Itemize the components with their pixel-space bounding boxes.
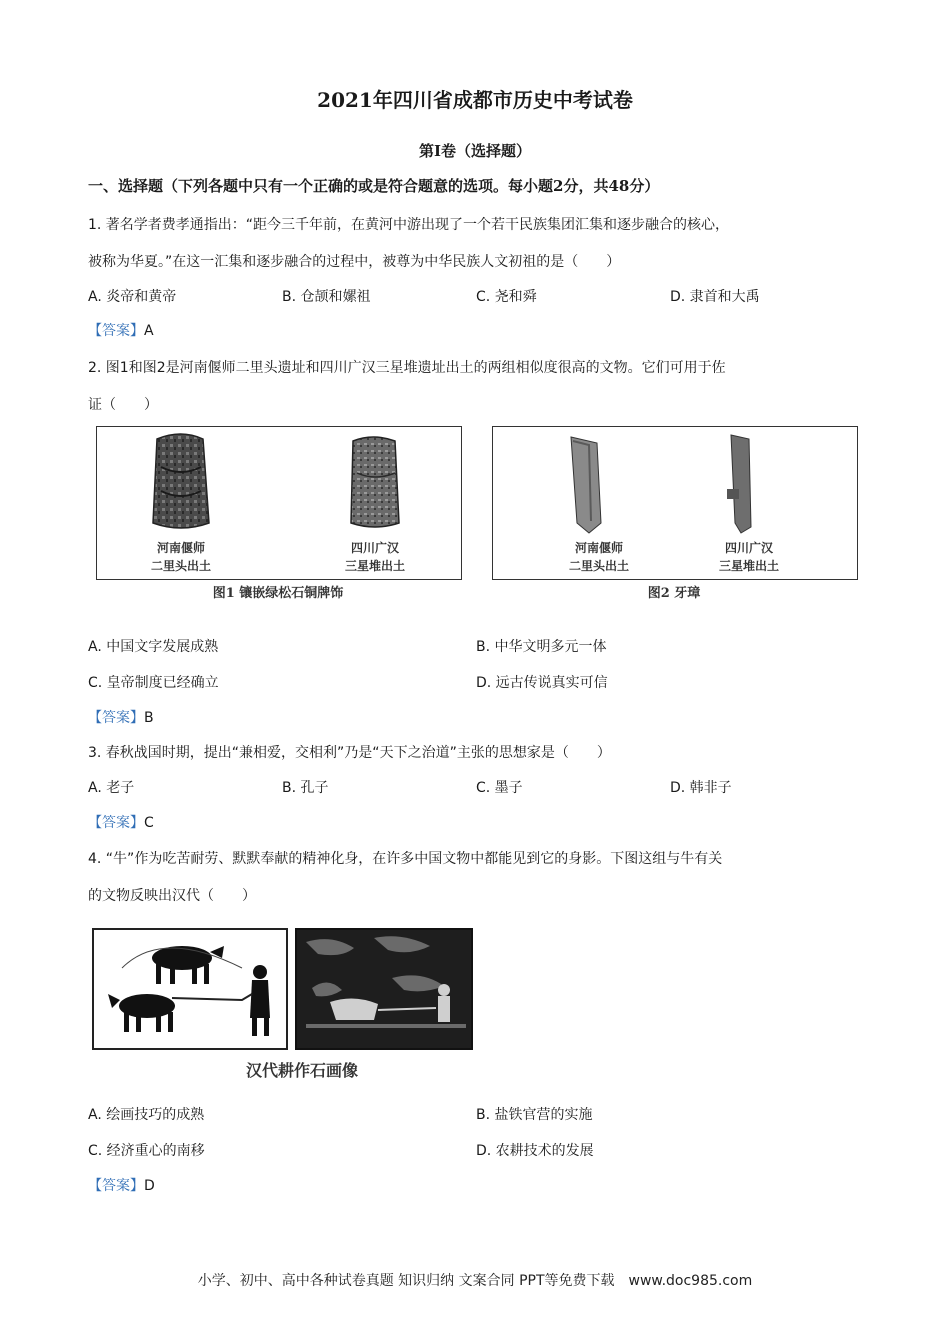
question-3-option-a: A. 老子 <box>88 780 135 796</box>
figure-4-caption: 汉代耕作石画像 <box>245 1061 358 1080</box>
page-footer: 小学、初中、高中各种试卷真题 知识归纳 文案合同 PPT等免费下载 www.doc985.com <box>197 1273 753 1289</box>
answer-value: B <box>144 710 154 726</box>
question-2-option-d: D. 远古传说真实可信 <box>476 675 608 691</box>
exam-title: 2021年四川省成都市历史中考试卷 <box>317 88 633 112</box>
figure-1-label-right: 四川广汉 三星堆出土 <box>344 541 405 573</box>
question-3-answer <box>88 812 154 832</box>
answer-value: D <box>144 1178 155 1194</box>
figure-1-label-left: 河南偃师 二里头出土 <box>150 541 211 573</box>
answer-tag: 【答案】 <box>88 710 144 726</box>
figure-2-label-left: 河南偃师 二里头出土 <box>568 541 629 573</box>
question-2-answer <box>88 707 154 727</box>
question-4-option-d: D. 农耕技术的发展 <box>476 1143 594 1159</box>
question-1-option-c: C. 尧和舜 <box>476 289 537 305</box>
question-2-option-a: A. 中国文字发展成熟 <box>88 639 219 655</box>
yazhang-blade-pair-image <box>493 427 857 537</box>
question-1-option-d: D. 隶首和大禹 <box>670 289 760 305</box>
question-1-line-1: 1. 著名学者费孝通指出：“距今三千年前，在黄河中游出现了一个若干民族集团汇集和逐步融合的核心， <box>88 217 730 233</box>
section-title: 一、选择题（下列各题中只有一个正确的或是符合题意的选项。每小题2分，共48分） <box>88 177 660 195</box>
answer-value: A <box>144 323 154 339</box>
question-2-option-b: B. 中华文明多元一体 <box>476 639 607 655</box>
answer-value: C <box>144 815 154 831</box>
question-3-option-d: D. 韩非子 <box>670 780 732 796</box>
bronze-plaque-pair-image <box>97 427 461 537</box>
question-1-answer <box>88 320 154 340</box>
figure-2-panel <box>492 426 858 580</box>
answer-tag: 【答案】 <box>88 1178 144 1194</box>
question-4-line-2: 的文物反映出汉代（ ） <box>88 888 256 904</box>
figure-2-caption: 图2 牙璋 <box>647 586 701 601</box>
answer-tag: 【答案】 <box>88 815 144 831</box>
han-plowing-relief-drawing <box>92 928 474 1052</box>
han-plowing-relief-image <box>92 928 474 1080</box>
part-title: 第Ⅰ卷（选择题） <box>418 142 532 160</box>
question-4-option-c: C. 经济重心的南移 <box>88 1143 205 1159</box>
question-1-line-2: 被称为华夏。”在这一汇集和逐步融合的过程中，被尊为中华民族人文初祖的是（ ） <box>88 254 621 270</box>
figure-1-caption: 图1 镶嵌绿松石铜牌饰 <box>212 586 344 601</box>
figure-1-panel <box>96 426 462 580</box>
question-4-option-b: B. 盐铁官营的实施 <box>476 1107 593 1123</box>
question-3-option-b: B. 孔子 <box>282 780 329 796</box>
figure-2-label-right: 四川广汉 三星堆出土 <box>718 541 779 573</box>
question-1-option-b: B. 仓颉和嫘祖 <box>282 289 371 305</box>
question-4-answer <box>88 1175 155 1195</box>
question-2-option-c: C. 皇帝制度已经确立 <box>88 675 219 691</box>
question-2-line-2: 证（ ） <box>88 397 158 413</box>
question-1-option-a: A. 炎帝和黄帝 <box>88 289 177 305</box>
question-3-option-c: C. 墨子 <box>476 780 523 796</box>
question-4-line-1: 4. “牛”作为吃苦耐劳、默默奉献的精神化身，在许多中国文物中都能见到它的身影。下图这组与牛有关 <box>88 851 723 867</box>
question-4-option-a: A. 绘画技巧的成熟 <box>88 1107 205 1123</box>
question-3-line-1: 3. 春秋战国时期，提出“兼相爱，交相利”乃是“天下之治道”主张的思想家是（ ） <box>88 745 611 761</box>
answer-tag: 【答案】 <box>88 323 144 339</box>
question-2-line-1: 2. 图1和图2是河南偃师二里头遗址和四川广汉三星堆遗址出土的两组相似度很高的文物。它们可用于佐 <box>88 360 726 376</box>
